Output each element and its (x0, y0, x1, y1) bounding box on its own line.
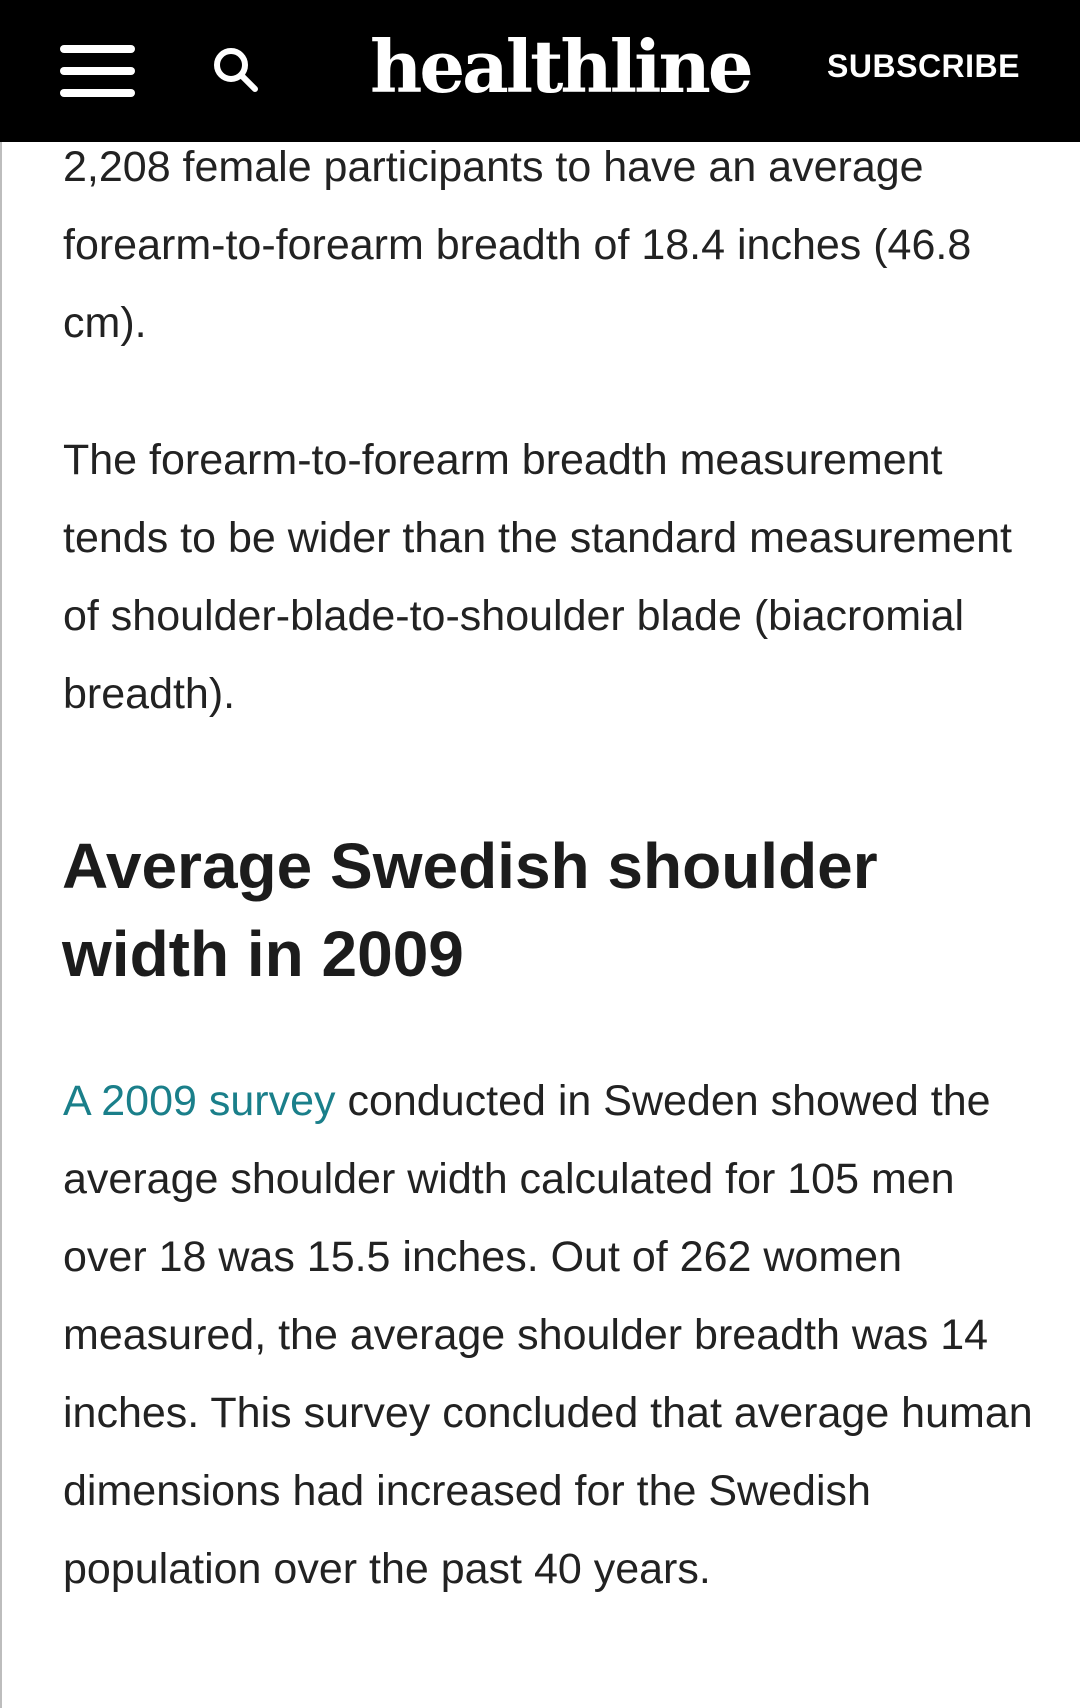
survey-link[interactable]: A 2009 survey (63, 1077, 336, 1125)
article-paragraph: The forearm-to-forearm breadth measurement tends to be wider than the standard measurement of shoulder-blade-to-shoulder blade (biacromial breadth). (63, 436, 1012, 718)
search-icon[interactable] (210, 44, 262, 96)
top-navigation-bar (0, 0, 1080, 142)
paragraph-text: conducted in Sweden showed the average shoulder width calculated for 105 men over 18 was 15.5 inches. Out of 262 women measured, the average shoulder breadth was 14 inches. This survey concluded that average human dimensions had increased for the Swedish population over the past 40 years. (63, 1077, 1033, 1593)
section-heading: Average Swedish shoulder width in 2009 (62, 830, 878, 990)
article-paragraph: 2,208 female participants to have an average forearm-to-forearm breadth of 18.4 inches (46.8 cm). (63, 143, 972, 347)
site-logo[interactable]: healthline (370, 24, 751, 109)
article-paragraph (63, 1062, 1043, 1608)
hamburger-menu-icon[interactable] (60, 45, 135, 97)
subscribe-button[interactable]: SUBSCRIBE (827, 48, 1020, 84)
